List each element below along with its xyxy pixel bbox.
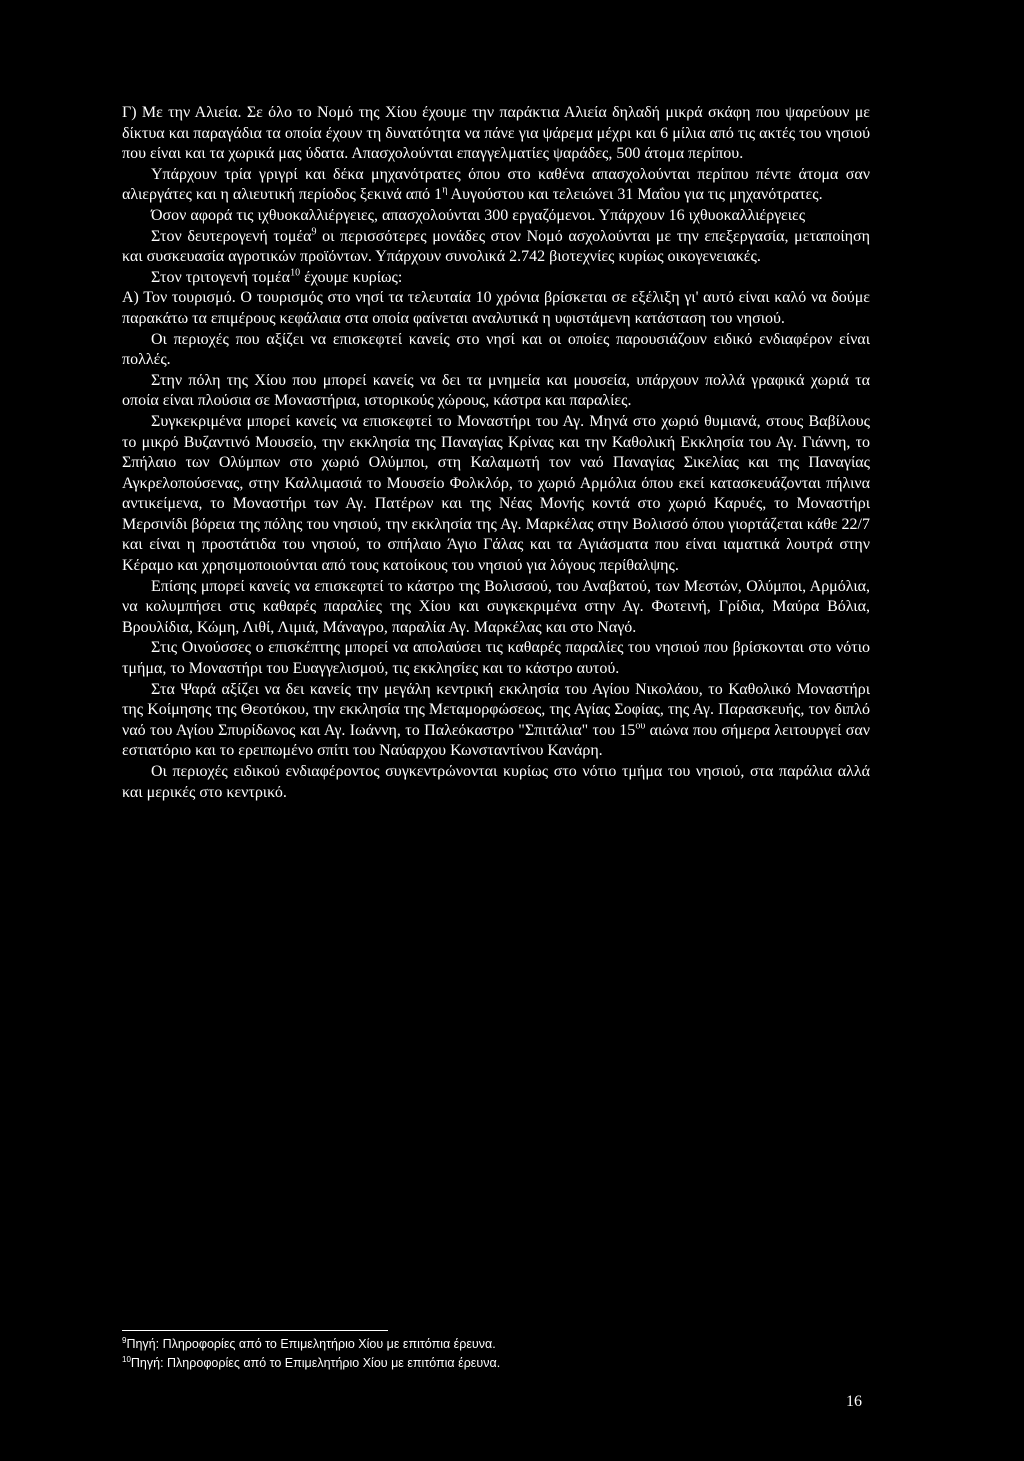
paragraph-tertiary-sector: Στον τριτογενή τομέα$^{10}$ έχουμε κυρίως: xyxy=(151,267,403,286)
paragraph-monasteries: Συγκεκριμένα μπορεί κανείς να επισκεφτεί το Μοναστήρι του Αγ. Μηνά στο χωριό θυμιανά, στους Βαβίλους το μικρό Βυζαντινό Μουσείο, την εκκλησία της Παναγίας Κρίνας και την Καθολική Εκκλησία του Αγ. Γιάννη, το Σπήλαιο των Ολύμπων στο χωριό Ολύμποι, στη Καλαμωτή τον ναό Παναγίας Σικελίας και της Παναγίας Αγκρελοπούσενας, στην Καλλιμασιά το Μουσείο Φολκλόρ, το χωριό Αρμόλια όπου εκεί κατασκευάζονται πήλινα αντικείμενα, το Μοναστήρι των Αγ. Πατέρων και της Νέας Μονής κοντά στο χωριό Καρυές, το Μοναστήρι Μερσινίδι βόρεια της πόλης του νησιού, την εκκλησία της Αγ. Μαρκέλας στην Βολισσό όπου γιορτάζεται κάθε 22/7 και είναι η προστάτιδα του νησιού, το σπήλαιο Άγιο Γάλας και τα Αγιάσματα που είναι ιαματικά λουτρά στην Κέραμο και χρησιμοποιούνται από τους κατοίκους του νησιού για λόγους περίθαλψης. xyxy=(122,412,870,575)
document-body xyxy=(122,103,870,803)
superscript: η xyxy=(442,185,448,197)
paragraph-areas-interest: Οι περιοχές που αξίζει να επισκεφτεί κανείς στο νησί και οι οποίες παρουσιάζουν ειδικό ενδιαφέρον είναι πολλές. xyxy=(122,330,870,369)
paragraph-psara: Στα Ψαρά αξίζει να δει κανείς την μεγάλη κεντρική εκκλησία του Αγίου Νικολάου, το Καθολικό Μοναστήρι της Κοίμησης της Θεοτόκου, την εκκλησία της Μεταμορφώσεως, της Αγίας Σοφίας, της Αγ. Παρασκευής, τον διπλό ναό του Αγίου Σπυρίδωνος και Αγ. Ιωάννη, το Παλεόκαστρο "Σπιτάλια" του $15^{o\upsilon}$ αιώνα που σήμερα λειτουργεί σαν εστιατόριο και το ερειπωμένο σπίτι του Ναύαρχου Κωνσταντίνου Κανάρη. xyxy=(122,680,871,760)
paragraph-special-interest: Οι περιοχές ειδικού ενδιαφέροντος συγκεντρώνονται κυρίως στο νότιο τμήμα του νησιού, στα παράλια αλλά και μερικές στο κεντρικό. xyxy=(122,763,870,801)
footnote-divider xyxy=(122,1330,388,1331)
footnotes xyxy=(122,1335,870,1373)
page-number: 16 xyxy=(846,1393,862,1410)
paragraph-oinousses: Στις Οινούσσες ο επισκέπτης μπορεί να απολαύσει τις καθαρές παραλίες του νησιού που βρίσκονται στο νότιο τμήμα, το Μοναστήρι του Ευαγγελισμού, τις εκκλησίες και το κάστρο αυτού. xyxy=(122,639,870,678)
paragraph-chios-town: Στην πόλη της Χίου που μπορεί κανείς να δει τα μνημεία και μουσεία, υπάρχουν πολλά γραφικά χωριά τα οποία είναι πλούσια σε Μοναστήρια, ιστορικούς χώρους, κάστρα και παραλίες. xyxy=(122,371,870,410)
paragraph-tourism: Α) Τον τουρισμό. Ο τουρισμός στο νησί τα τελευταία 10 χρόνια βρίσκεται σε εξέλιξη γι' αυτό είναι καλό να δούμε παρακάτω τα επιμέρους κεφάλαια στα οποία φαίνεται αναλυτικά η υφιστάμενη κατάσταση του νησιού. xyxy=(122,289,870,327)
paragraph-fish-farming: Όσον αφορά τις ιχθυοκαλλιέργειες, απασχολούνται 300 εργαζόμενοι. Υπάρχουν 16 ιχθυοκαλλιέργειες xyxy=(151,206,806,224)
paragraph-fishing-boats: Υπάρχουν τρία γριγρί και δέκα μηχανότρατες όπου στο καθένα απασχολούνται περίπου πέντε άτομα σαν αλιεργάτες και η αλιευτική περίοδος ξεκινά από $1^\eta$ Αυγούστου και τελειώνει 31 Μαΐου για τις μηχανότρατες. xyxy=(122,165,870,204)
footnote-10: $^{10}$Πηγή: Πληροφορίες από το Επιμελητήριο Χίου με επιτόπια έρευνα. xyxy=(122,1354,501,1370)
footnote-ref-9: 9 xyxy=(311,226,317,238)
paragraph-fishing: Γ) Με την Αλιεία. Σε όλο το Νομό της Χίου έχουμε την παράκτια Αλιεία δηλαδή μικρά σκάφη που ψαρεύουν με δίκτυα και παραγάδια τα οποία έχουν τη δυνατότητα να πάνε για ψάρεμα μέχρι και 6 μίλια από τις ακτές του νησιού που είναι και τα χωρικά μας ύδατα. Απασχολούνται επαγγελματίες ψαράδες, 500 άτομα περίπου. xyxy=(122,104,870,163)
paragraph-secondary-sector: Στον δευτερογενή τομέα$^9$ οι περισσότερες μονάδες στον Νομό ασχολούνται με την επεξεργασία, μεταποίηση και συσκευασία αγροτικών προϊόντων. Υπάρχουν συνολικά 2.742 βιοτεχνίες κυρίως οικογενειακές. xyxy=(122,226,870,266)
superscript: ου xyxy=(635,720,646,732)
footnote-ref-10: 10 xyxy=(290,267,301,279)
paragraph-castles-beaches: Επίσης μπορεί κανείς να επισκεφτεί το κάστρο της Βολισσού, του Αναβατού, των Μεστών, Ολύμποι, Αρμόλια, να κολυμπήσει στις καθαρές παραλίες της Χίου και συγκεκριμένα στην Αγ. Φωτεινή, Γρίδια, Μαύρα Βόλια, Βρουλίδια, Κώμη, Λιθί, Λιμιά, Μάναγρο, παραλία Αγ. Μαρκέλας και στο Ναγό. xyxy=(122,577,870,636)
footnote-9: $^9$Πηγή: Πληροφορίες από το Επιμελητήριο Χίου με επιτόπια έρευνα. xyxy=(122,1335,496,1351)
